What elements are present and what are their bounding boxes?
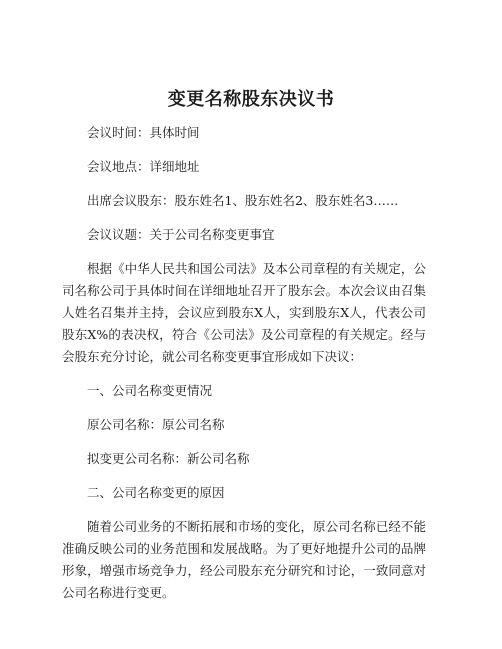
meeting-time: 会议时间：具体时间 — [87, 125, 200, 140]
change-reason-paragraph: 随着公司业务的不断拓展和市场的变化，原公司名称已经不能准确反映公司的业务范围和发展战略。为了更好地提升公司的品牌形象，增强市场竞争力，经公司股东充分研究和讨论，一致同意对公司名称进行变更。 — [62, 519, 426, 600]
section-heading-change-reason: 二、公司名称变更的原因 — [87, 485, 225, 500]
section-heading-name-change: 一、公司名称变更情况 — [87, 383, 213, 398]
attending-shareholders: 出席会议股东：股东姓名1、股东姓名2、股东姓名3…… — [87, 193, 399, 208]
document-title: 变更名称股东决议书 — [167, 89, 335, 110]
meeting-location: 会议地点：详细地址 — [87, 159, 200, 174]
meeting-background-paragraph: 根据《中华人民共和国公司法》及本公司章程的有关规定，公司名称公司于具体时间在详细地址召开了股东会。本次会议由召集人姓名召集并主持，会议应到股东X人，实到股东X人，代表公司股东X%的表决权，符合《公司法》及公司章程的有关规定。经与会股东充分讨论，就公司名称变更事宜形成如下决议： — [62, 261, 426, 364]
new-company-name: 拟变更公司名称：新公司名称 — [87, 451, 250, 466]
meeting-topic: 会议议题：关于公司名称变更事宜 — [87, 227, 275, 242]
document-body — [62, 122, 426, 616]
original-company-name: 原公司名称：原公司名称 — [87, 417, 225, 432]
